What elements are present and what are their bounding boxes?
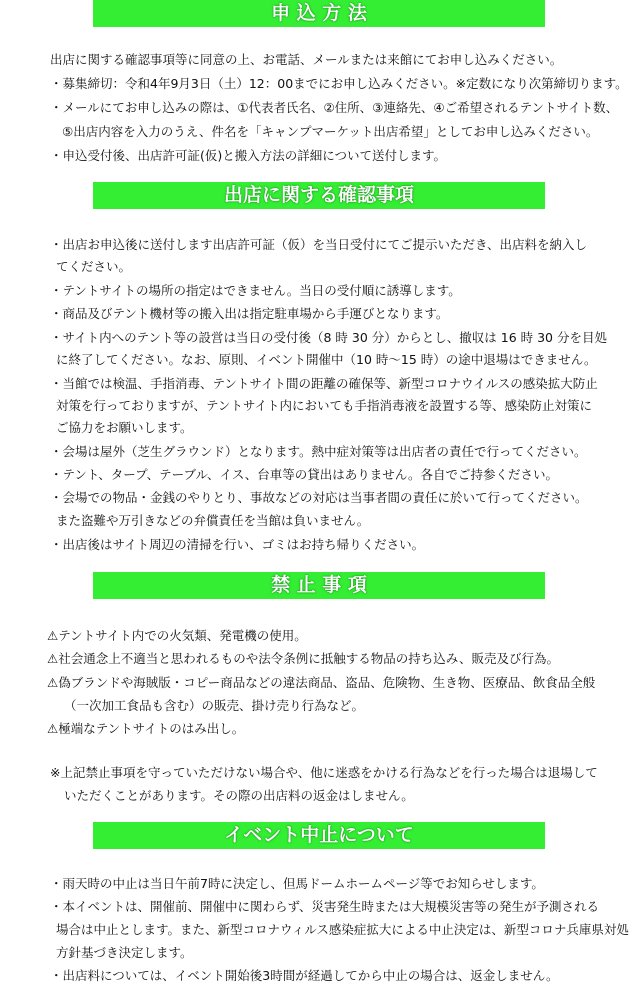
confirmation-text-line: ・会場は屋外（芝生グラウンド）となります。熱中症対策等は出店者の責任で行ってください。 (50, 444, 587, 459)
cancellation-text-line: ・出店料については、イベント開始後3時間が経過してから中止の場合は、返金しません。 (50, 968, 559, 983)
section-heading-application-method: 申 込 方 法 (93, 0, 545, 27)
prohibited-text-line: ⚠極端なテントサイトのはみ出し。 (47, 721, 245, 736)
confirmation-text-line: ・テント、タープ、テーブル、イス、台車等の貸出はありません。各自でご持参ください。 (50, 467, 559, 482)
confirmation-text-line: ご協力をお願いします。 (56, 420, 193, 435)
prohibited-text-line: ⚠テントサイト内での火気類、発電機の使用。 (47, 628, 307, 643)
prohibited-text-line: ⚠社会通念上不適当と思われるものや法令条例に抵触する物品の持ち込み、販売及び行為。 (47, 651, 559, 666)
confirmation-text-line: ・出店後はサイト周辺の清掃を行い、ゴミはお持ち帰りください。 (50, 537, 425, 552)
confirmation-text-line: ・当館では検温、手指消毒、テントサイト間の距離の確保等、新型コロナウイルスの感染拡大防止 (50, 376, 598, 391)
confirmation-text-line: ・会場での物品・金銭のやりとり、事故などの対応は当事者間の責任に於いて行ってください。 (50, 490, 588, 505)
prohibited-note-line: ※上記禁止事項を守っていただけない場合や、他に迷惑をかける行為などを行った場合は退場して (50, 765, 598, 780)
prohibited-note-line: いただくことがあります。その際の出店料の返金はしません。 (64, 788, 414, 803)
cancellation-text-line: ・雨天時の中止は当日午前7時に決定し、但馬ドームホームページ等でお知らせします。 (50, 876, 544, 891)
confirmation-text-line: ・サイト内へのテント等の設営は当日の受付後（8 時 30 分）からとし、撤収は 16 時 30 分を目処 (50, 330, 607, 345)
prohibited-text-line: ⚠偽ブランドや海賊版・コピー商品などの違法商品、盗品、危険物、生き物、医療品、飲食品全般 (47, 675, 596, 690)
cancellation-text-line: ・本イベントは、開催前、開催中に関わらず、災害発生時または大規模災害等の発生が予測される (50, 899, 600, 914)
application-text-line: ・申込受付後、出店許可証(仮)と搬入方法の詳細について送付します。 (50, 148, 447, 163)
confirmation-text-line: てください。 (56, 259, 132, 274)
cancellation-text-line: 場合は中止とします。また、新型コロナウィルス感染症拡大による中止決定は、新型コロナ兵庫県対処 (56, 922, 629, 937)
confirmation-text-line: また盗難や万引きなどの弁償責任を当館は負いません。 (56, 513, 370, 528)
confirmation-text-line: に終了してください。なお、原則、イベント開催中（10 時～15 時）の途中退場はできません。 (56, 352, 597, 367)
section-heading-event-cancellation: イベント中止について (93, 822, 545, 849)
confirmation-text-line: 対策を行っておりますが、テントサイト内においても手指消毒液を設置する等、感染防止対策に (56, 398, 593, 413)
application-text-line: ⑤出店内容を入力のうえ、件名を「キャンプマーケット出店希望」としてお申し込みください。 (62, 124, 599, 139)
prohibited-text-line: （一次加工食品も含む）の販売、掛け売り行為など。 (64, 698, 365, 713)
section-heading-prohibited-items: 禁 止 事 項 (93, 572, 545, 599)
confirmation-text-line: ・商品及びテント機材等の搬入出は指定駐車場から手運びとなります。 (50, 306, 449, 321)
application-text-line: 出店に関する確認事項等に同意の上、お電話、メールまたは来館にてお申し込みください。 (50, 52, 563, 67)
confirmation-text-line: ・テントサイトの場所の指定はできません。当日の受付順に誘導します。 (50, 283, 461, 298)
cancellation-text-line: 方針基づき決定します。 (56, 945, 193, 960)
application-text-line: ・募集締切：令和4年9月3日（土）12：00までにお申し込みください。※定数になり次第締切ります。 (50, 76, 628, 91)
confirmation-text-line: ・出店お申込後に送付します出店許可証（仮）を当日受付にてご提示いただき、出店料を納入し (50, 237, 588, 252)
application-text-line: ・メールにてお申し込みの際は、①代表者氏名、②住所、③連絡先、④ご希望されるテントサイト数、 (50, 100, 619, 115)
section-heading-vendor-confirmation: 出店に関する確認事項 (93, 182, 545, 209)
